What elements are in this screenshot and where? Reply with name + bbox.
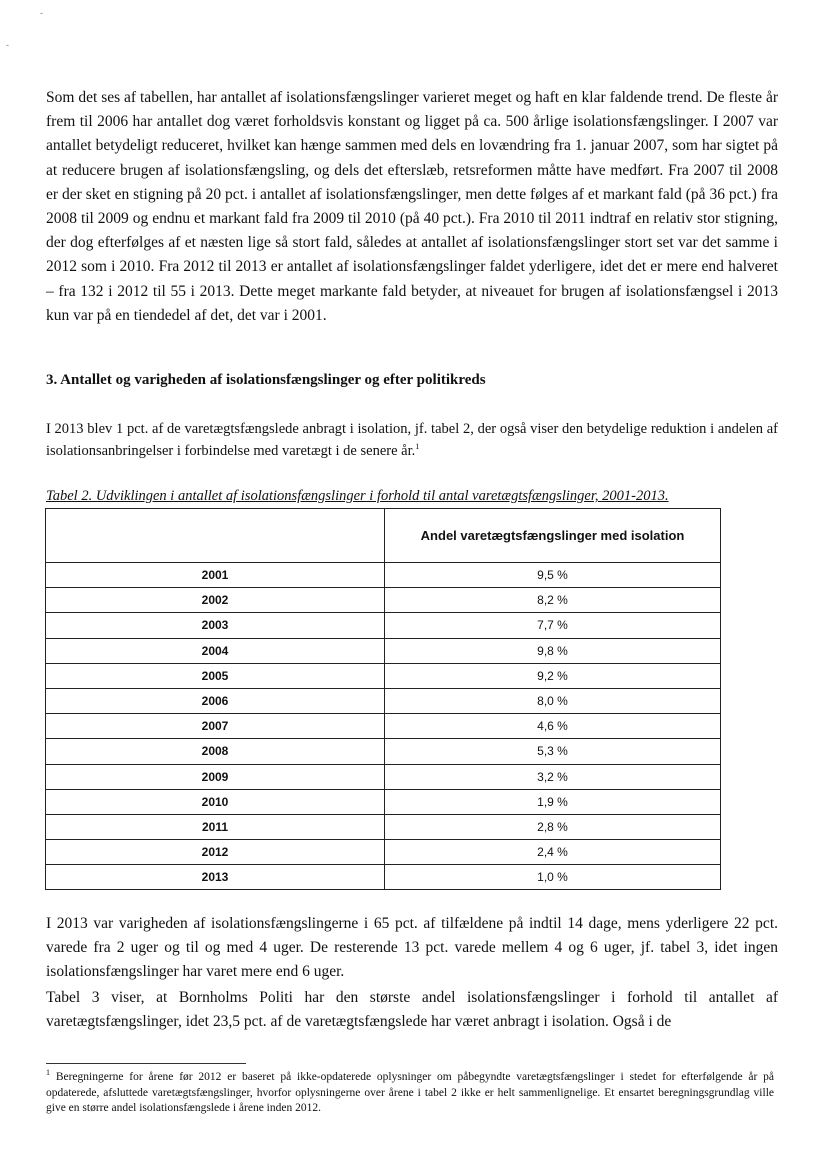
year-cell: 2007 <box>46 714 385 739</box>
year-cell: 2012 <box>46 840 385 865</box>
value-cell: 8,2 % <box>385 588 721 613</box>
table-row <box>46 714 721 739</box>
value-cell: 8,0 % <box>385 688 721 713</box>
value-cell: 9,2 % <box>385 663 721 688</box>
year-cell: 2013 <box>46 865 385 890</box>
section-heading: 3. Antallet og varigheden af isolationsfængslinger og efter politikreds <box>46 372 486 388</box>
value-cell: 5,3 % <box>385 739 721 764</box>
year-cell: 2008 <box>46 739 385 764</box>
isolation-table <box>45 508 721 890</box>
value-cell: 2,4 % <box>385 840 721 865</box>
scan-mark-side: - <box>6 40 9 50</box>
footnote-text: Beregningerne for årene før 2012 er baseret på ikke-opdaterede oplysninger om påbegyndte varetægtsfængslinger i stedet for efterfølgende år på opdaterede, afsluttede varetægtsfængslinger, hvorfor oplysningerne over årene i tabel 2 ikke er helt sammenlignelige. Et ensartet beregningsgrundlag ville give en større andel isolationsfængslede i årene inden 2012. <box>46 1071 775 1114</box>
year-cell: 2006 <box>46 688 385 713</box>
table-row <box>46 563 721 588</box>
footnote-divider <box>46 1063 246 1064</box>
footnote-reference: 1 <box>415 442 420 452</box>
year-cell: 2009 <box>46 764 385 789</box>
table-caption: Tabel 2. Udviklingen i antallet af isolationsfængslinger i forhold til antal varetægtsfængslinger, 2001-2013. <box>46 488 669 504</box>
value-cell: 2,8 % <box>385 814 721 839</box>
table-row <box>46 840 721 865</box>
closing-paragraph-2: Tabel 3 viser, at Bornholms Politi har den største andel isolationsfængslinger i forhold til antallet af varetægtsfængslinger, idet 23,5 pct. af de varetægtsfængslede har været anbragt i isolation. Også i de <box>46 989 778 1031</box>
table-row <box>46 764 721 789</box>
table-row <box>46 739 721 764</box>
table-row <box>46 789 721 814</box>
year-cell: 2001 <box>46 563 385 588</box>
value-cell: 9,5 % <box>385 563 721 588</box>
year-cell: 2010 <box>46 789 385 814</box>
year-cell: 2011 <box>46 814 385 839</box>
table-header-value: Andel varetægtsfængslinger med isolation <box>385 509 721 563</box>
footnote <box>46 1070 774 1117</box>
table-header-row <box>46 509 721 563</box>
table-row <box>46 663 721 688</box>
table-row <box>46 814 721 839</box>
section-paragraph-text: I 2013 blev 1 pct. af de varetægtsfængslede anbragt i isolation, jf. tabel 2, der også viser den betydelige reduktion i andelen af isolationsanbringelser i forbindelse med varetægt i de senere år. <box>46 421 778 459</box>
year-cell: 2005 <box>46 663 385 688</box>
year-cell: 2002 <box>46 588 385 613</box>
value-cell: 1,9 % <box>385 789 721 814</box>
footnote-number: 1 <box>46 1068 50 1078</box>
value-cell: 1,0 % <box>385 865 721 890</box>
year-cell: 2004 <box>46 638 385 663</box>
closing-paragraph-1: I 2013 var varigheden af isolationsfængslingerne i 65 pct. af tilfældene på indtil 14 dage, mens yderligere 22 pct. varede fra 2 uger og til og med 4 uger. De resterende 13 pct. varede mellem 4 og 6 uger, jf. tabel 3, idet ingen isolationsfængslinger har varet mere end 6 uger. <box>46 915 778 981</box>
table-row <box>46 588 721 613</box>
table-row <box>46 688 721 713</box>
value-cell: 7,7 % <box>385 613 721 638</box>
year-cell: 2003 <box>46 613 385 638</box>
table-header-empty <box>46 509 385 563</box>
value-cell: 3,2 % <box>385 764 721 789</box>
intro-paragraph: Som det ses af tabellen, har antallet af isolationsfængslinger varieret meget og haft en klar faldende trend. De fleste år frem til 2006 har antallet dog været forholdsvis konstant og ligget på ca. 500 årlige isolationsfængslinger. I 2007 var antallet betydeligt reduceret, hvilket kan hænge sammen med dels en lovændring fra 1. januar 2007, som har sigtet på at reducere brugen af isolationsfængsling, og dels det efterslæb, retsreformen måtte have medført. Fra 2007 til 2008 er der sket en stigning på 20 pct. i antallet af isolationsfængslinger, men dette følges af et markant fald (på 36 pct.) fra 2008 til 2009 og endnu et markant fald fra 2009 til 2010 (på 40 pct.). Fra 2010 til 2011 indtraf en relativ stor stigning, der dog efterfølges af et næsten lige så stort fald, således at antallet af isolationsfængslinger stort set var det samme i 2012 som i 2010. Fra 2012 til 2013 er antallet af isolationsfængslinger faldet yderligere, idet det er mere end halveret – fra 132 i 2012 til 55 i 2013. Dette meget markante fald betyder, at niveauet for brugen af isolationsfængsel i 2013 kun var på en tiendedel af det, det var i 2001. <box>46 89 778 324</box>
scan-mark-top: - <box>40 8 43 18</box>
section-paragraph <box>46 418 778 462</box>
table-row <box>46 613 721 638</box>
table-row <box>46 638 721 663</box>
value-cell: 4,6 % <box>385 714 721 739</box>
table-row <box>46 865 721 890</box>
value-cell: 9,8 % <box>385 638 721 663</box>
